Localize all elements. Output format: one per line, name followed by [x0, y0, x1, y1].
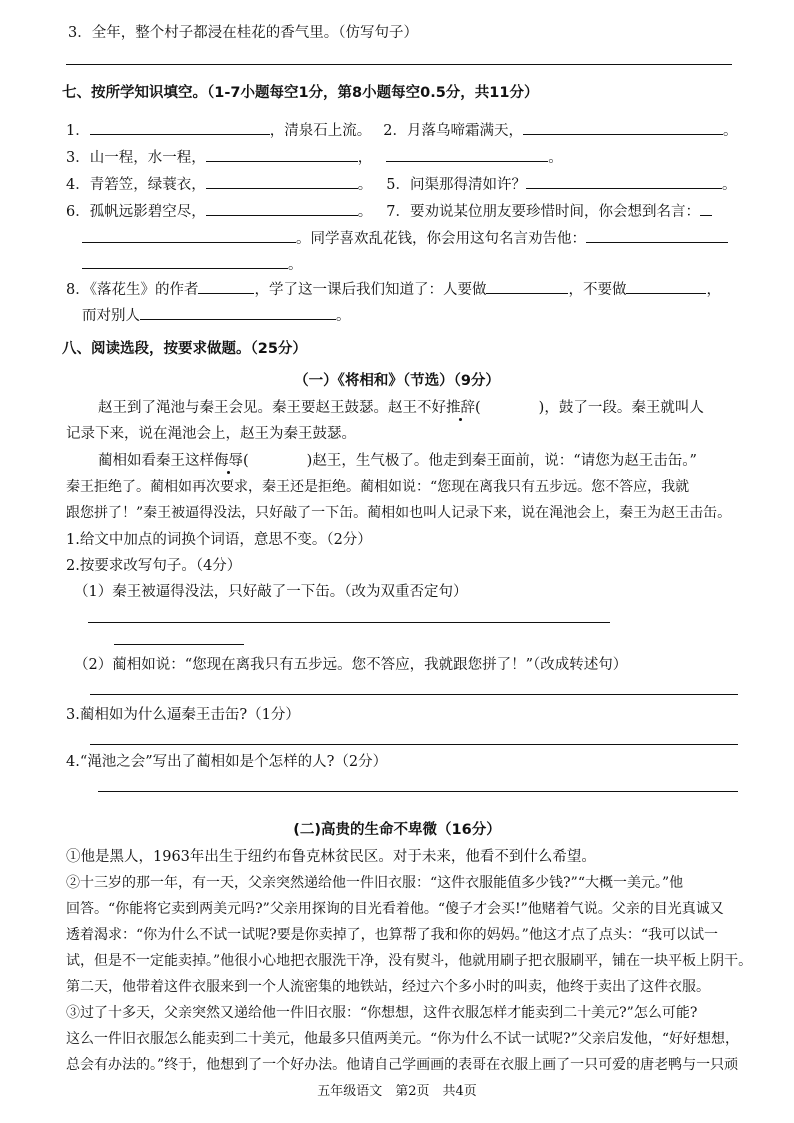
- passage-1-line: 蔺相如看秦王这样侮辱( )赵王，生气极了。他走到秦王面前，说：“请您为赵王击缶。”: [98, 453, 697, 469]
- blank[interactable]: [586, 228, 728, 243]
- answer-line[interactable]: [90, 744, 738, 745]
- answer-line[interactable]: [88, 622, 610, 623]
- answer-line: [66, 64, 732, 65]
- blank[interactable]: [700, 201, 712, 216]
- blank[interactable]: [626, 279, 706, 294]
- fill-line-1: 1． ，清泉石上流。 2．月落乌啼霜满天， 。: [66, 120, 737, 141]
- section-7-title: 七、按所学知识填空。（1-7小题每空1分，第8小题每空0.5分，共11分）: [62, 85, 539, 101]
- passage-2-line: 总会有办法的。”终于，他想到了一个好办法。他请自己学画画的表哥在衣服上画了一只可爱的唐老鸭与一只顽: [66, 1057, 739, 1073]
- blank[interactable]: [206, 147, 358, 162]
- page-footer: 五年级语文 第2页 共4页: [317, 1084, 477, 1099]
- fill-line-4: 6．孤帆远影碧空尽， 。 7．要劝说某位朋友要珍惜时间，你会想到名言：: [66, 201, 712, 222]
- fill-line-3: 4．青箬笠，绿蓑衣， 。 5．问渠那得清如许？ 。: [66, 174, 736, 195]
- passage-2-line: 第二天，他带着这件衣服来到一个人流密集的地铁站，经过六个多小时的叫卖，他终于卖出了这件衣服。: [66, 979, 710, 995]
- passage-1-q2-1: （1）秦王被逼得没法，只好敲了一下缶。（改为双重否定句）: [74, 584, 468, 600]
- fill-line-7: 8．《落花生》的作者 ，学了这一课后我们知道了：人要做 ，不要做 ，: [66, 279, 721, 300]
- blank[interactable]: [206, 174, 358, 189]
- q6-item3: 3．全年，整个村子都浸在桂花的香气里。（仿写句子）: [68, 25, 418, 41]
- blank[interactable]: [526, 174, 722, 189]
- blank[interactable]: [140, 305, 336, 320]
- blank[interactable]: [206, 201, 358, 216]
- passage-2-line: ②十三岁的那一年，有一天，父亲突然递给他一件旧衣服：“这件衣服能值多少钱?”“大概一美元。”他: [66, 875, 684, 891]
- blank[interactable]: [198, 279, 254, 294]
- fill-line-2: 3．山一程，水一程， ， 。: [66, 147, 563, 168]
- blank[interactable]: [90, 120, 270, 135]
- passage-2-title: (二)高贵的生命不卑微（16分）: [293, 822, 501, 838]
- fill-line-5: 。同学喜欢乱花钱，你会用这句名言劝告他：: [82, 228, 728, 249]
- passage-2-line: 这么一件旧衣服怎么能卖到二十美元，他最多只值两美元。“你为什么不试一试呢?”父亲启发他，“好好想想，: [66, 1031, 739, 1047]
- fill-line-8: 而对别人 。: [82, 305, 351, 326]
- passage-1-line: 秦王拒绝了。蔺相如再次要求，秦王还是拒绝。蔺相如说：“您现在离我只有五步远。您不答应，我就: [66, 479, 690, 495]
- passage-1-line: 赵王到了渑池与秦王会见。秦王要赵王鼓瑟。赵王不好推辞( )，鼓了一段。秦王就叫人: [98, 400, 704, 416]
- passage-2-line: 试，但是不一定能卖掉。”他很小心地把衣服洗干净，没有熨斗，他就用刷子把衣服刷平，铺在一块平板上阴干。: [66, 953, 753, 969]
- passage-2-line: 回答。“你能将它卖到两美元吗?”父亲用探询的目光看着他。“傻子才会买!”他赌着气说。父亲的目光真诚又: [66, 901, 724, 917]
- passage-2-line: 透着渴求：“你为什么不试一试呢?要是你卖掉了，也算帮了我和你的妈妈。”他这才点了点头：“我可以试一: [66, 927, 718, 943]
- answer-line[interactable]: [114, 644, 244, 645]
- blank[interactable]: [82, 254, 288, 269]
- passage-1-q4: 4.“渑池之会”写出了蔺相如是个怎样的人?（2分）: [66, 754, 388, 770]
- passage-1-line: 跟您拼了！”秦王被逼得没法，只好敲了一下缶。蔺相如也叫人记录下来，说在渑池会上，秦王为赵王击缶。: [66, 505, 732, 521]
- answer-line[interactable]: [98, 791, 738, 792]
- passage-1-q1: 1.给文中加点的词换个词语，意思不变。（2分）: [66, 532, 372, 548]
- fill-line-6: 。: [82, 254, 303, 275]
- passage-1-title: （一）《将相和》（节选）（9分）: [294, 373, 500, 389]
- blank[interactable]: [523, 120, 723, 135]
- section-8-title: 八、阅读选段，按要求做题。（25分）: [62, 341, 307, 357]
- passage-2-line: ①他是黑人，1963年出生于纽约布鲁克林贫民区。对于未来，他看不到什么希望。: [66, 849, 596, 865]
- passage-1-q2-2: （2）蔺相如说：“您现在离我只有五步远。您不答应，我就跟您拼了！”（改成转述句）: [74, 657, 628, 673]
- blank[interactable]: [386, 147, 548, 162]
- blank[interactable]: [486, 279, 568, 294]
- answer-line[interactable]: [90, 694, 738, 695]
- passage-1-q3: 3.蔺相如为什么逼秦王击缶?（1分）: [66, 707, 300, 723]
- blank[interactable]: [82, 228, 296, 243]
- passage-2-line: ③过了十多天，父亲突然又递给他一件旧衣服：“你想想，这件衣服怎样才能卖到二十美元?”怎么可能?: [66, 1005, 698, 1021]
- passage-1-line: 记录下来，说在渑池会上，赵王为秦王鼓瑟。: [66, 426, 356, 442]
- passage-1-q2: 2.按要求改写句子。（4分）: [66, 558, 242, 574]
